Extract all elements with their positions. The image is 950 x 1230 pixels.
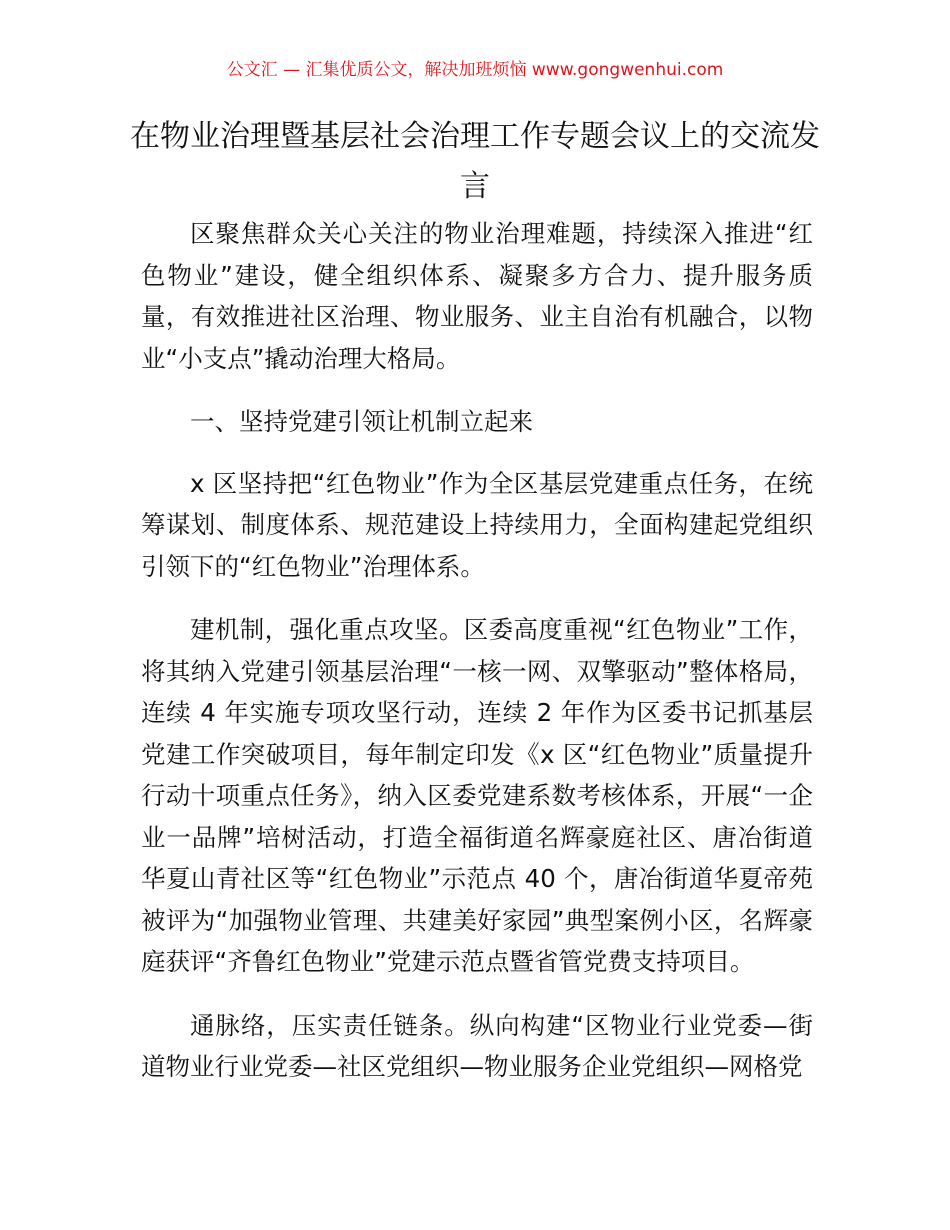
site-banner: 公文汇 — 汇集优质公文，解决加班烦恼 www.gongwenhui.com — [226, 60, 724, 80]
section-heading-1: 一、坚持党建引领让机制立起来 — [190, 407, 533, 436]
paragraph-overview: x 区坚持把“红色物业”作为全区基层党建重点任务，在统筹谋划、制度体系、规范建设上持续用力，全面构建起党组织引领下的“红色物业”治理体系。 — [141, 468, 813, 581]
document-title: 在物业治理暨基层社会治理工作专题会议上的交流发言 — [130, 119, 820, 204]
paragraph-intro: 区聚焦群众关心关注的物业治理难题，持续深入推进“红色物业”建设，健全组织体系、凝聚多方合力、提升服务质量，有效推进社区治理、物业服务、业主自治有机融合，以物业“小支点”撬动治理大格局。 — [141, 219, 813, 373]
document-body — [141, 213, 813, 1110]
paragraph-responsibility: 通脉络，压实责任链条。纵向构建“区物业行业党委—街道物业行业党委—社区党组织—物业服务企业党组织—网格党 — [141, 1010, 813, 1081]
paragraph-mechanism: 建机制，强化重点攻坚。区委高度重视“红色物业”工作，将其纳入党建引领基层治理“一核一网、双擎驱动”整体格局，连续 4 年实施专项攻坚行动，连续 2 年作为区委书记抓基层党建工作突破项目，每年制定印发《x 区“红色物业”质量提升行动十项重点任务》，纳入区委党建系数考核体系，开展“一企业一品牌”培树活动，打造全福街道名辉豪庭社区、唐冶街道华夏山青社区等“红色物业”示范点 40 个，唐冶街道华夏帝苑被评为“加强物业管理、共建美好家园”典型案例小区，名辉豪庭获评“齐鲁红色物业”党建示范点暨省管党费支持项目。 — [141, 615, 813, 976]
